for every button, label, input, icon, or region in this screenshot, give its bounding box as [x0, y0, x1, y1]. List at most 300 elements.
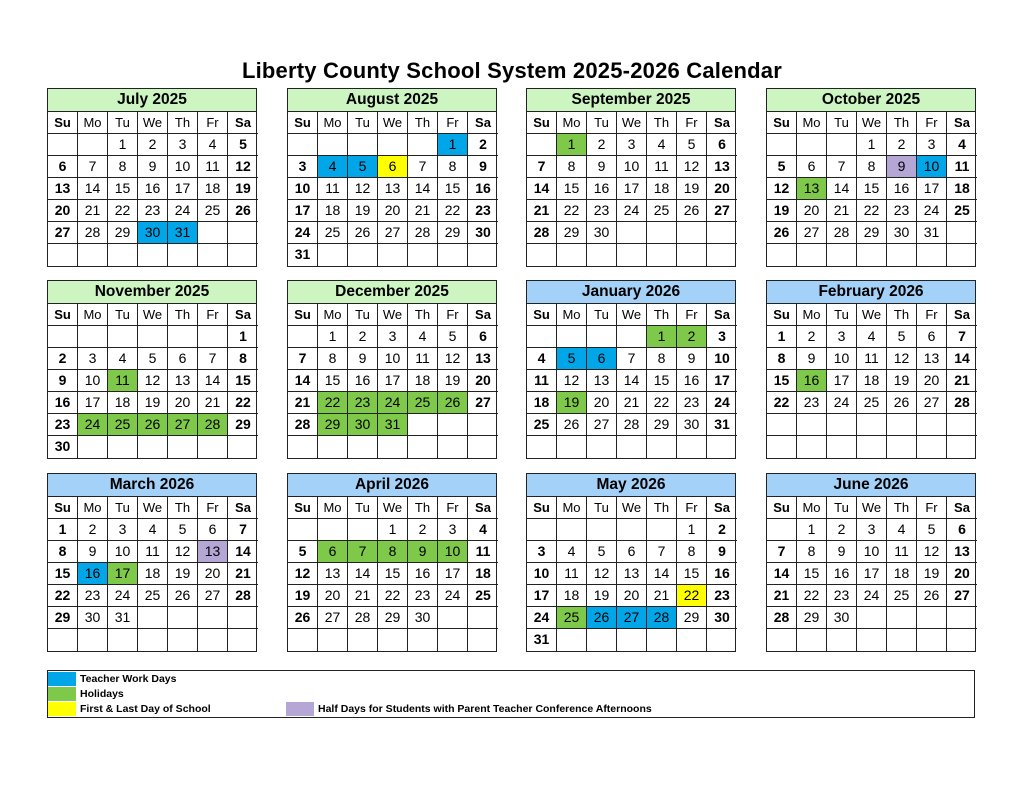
day-cell: 22 — [228, 392, 258, 414]
day-cell: 2 — [887, 134, 917, 156]
empty-cell — [797, 436, 827, 458]
day-cell: 2 — [468, 134, 498, 156]
day-cell: 25 — [408, 392, 438, 414]
empty-cell — [228, 629, 258, 651]
empty-cell — [797, 244, 827, 266]
weekday-header: We — [857, 304, 887, 326]
empty-cell — [78, 326, 108, 348]
day-cell: 7 — [408, 156, 438, 178]
day-cell: 1 — [48, 519, 78, 541]
day-cell: 9 — [707, 541, 737, 563]
day-cell: 12 — [288, 563, 318, 585]
day-cell: 26 — [438, 392, 468, 414]
day-cell: 5 — [228, 134, 258, 156]
empty-cell — [767, 134, 797, 156]
day-cell: 3 — [857, 519, 887, 541]
day-cell: 6 — [617, 541, 647, 563]
empty-cell — [617, 244, 647, 266]
day-cell: 11 — [198, 156, 228, 178]
day-cell: 23 — [48, 414, 78, 436]
weekday-header: Su — [288, 497, 318, 519]
day-cell: 28 — [288, 414, 318, 436]
empty-cell — [78, 629, 108, 651]
empty-cell — [198, 436, 228, 458]
day-cell: 23 — [408, 585, 438, 607]
day-cell: 12 — [917, 541, 947, 563]
day-cell: 10 — [78, 370, 108, 392]
day-cell: 10 — [827, 348, 857, 370]
empty-cell — [527, 244, 557, 266]
day-cell: 28 — [947, 392, 977, 414]
day-cell: 14 — [408, 178, 438, 200]
day-cell: 16 — [827, 563, 857, 585]
empty-cell — [78, 436, 108, 458]
weekday-header: Th — [647, 304, 677, 326]
weekday-header: We — [857, 497, 887, 519]
day-cell: 14 — [78, 178, 108, 200]
month-september-2025 — [526, 88, 736, 267]
empty-cell — [827, 134, 857, 156]
day-cell: 13 — [48, 178, 78, 200]
day-cell: 22 — [797, 585, 827, 607]
day-cell: 21 — [767, 585, 797, 607]
weekday-header: Th — [168, 304, 198, 326]
day-cell: 2 — [138, 134, 168, 156]
weekday-header: We — [378, 304, 408, 326]
day-cell: 27 — [468, 392, 498, 414]
day-cell: 30 — [138, 222, 168, 244]
day-cell: 6 — [707, 134, 737, 156]
day-cell: 9 — [587, 156, 617, 178]
weekday-header: Tu — [108, 304, 138, 326]
weekday-header: Su — [767, 112, 797, 134]
day-cell: 18 — [318, 200, 348, 222]
empty-cell — [917, 414, 947, 436]
day-cell: 24 — [108, 585, 138, 607]
day-cell: 3 — [168, 134, 198, 156]
day-cell: 11 — [468, 541, 498, 563]
day-cell: 31 — [378, 414, 408, 436]
empty-cell — [527, 436, 557, 458]
empty-cell — [438, 436, 468, 458]
day-cell: 1 — [108, 134, 138, 156]
day-cell: 25 — [527, 414, 557, 436]
empty-cell — [827, 629, 857, 651]
month-header: October 2025 — [767, 89, 975, 112]
day-cell: 3 — [707, 326, 737, 348]
day-cell: 30 — [78, 607, 108, 629]
day-cell: 11 — [857, 348, 887, 370]
day-cell: 27 — [947, 585, 977, 607]
day-cell: 11 — [557, 563, 587, 585]
empty-cell — [168, 436, 198, 458]
weekday-header: Th — [408, 304, 438, 326]
day-cell: 22 — [557, 200, 587, 222]
empty-cell — [707, 629, 737, 651]
day-cell: 17 — [108, 563, 138, 585]
day-cell: 19 — [917, 563, 947, 585]
empty-cell — [318, 134, 348, 156]
weekday-header: We — [617, 112, 647, 134]
day-cell: 16 — [797, 370, 827, 392]
weekday-header: Tu — [348, 497, 378, 519]
day-cell: 16 — [707, 563, 737, 585]
empty-cell — [707, 222, 737, 244]
empty-cell — [617, 629, 647, 651]
day-cell: 21 — [827, 200, 857, 222]
day-cell: 16 — [78, 563, 108, 585]
day-cell: 20 — [378, 200, 408, 222]
day-cell: 25 — [198, 200, 228, 222]
empty-cell — [887, 436, 917, 458]
day-cell: 21 — [198, 392, 228, 414]
weekday-header: Th — [887, 304, 917, 326]
empty-cell — [348, 436, 378, 458]
empty-cell — [108, 326, 138, 348]
day-cell: 21 — [78, 200, 108, 222]
day-cell: 23 — [827, 585, 857, 607]
day-cell: 30 — [827, 607, 857, 629]
legend-half-days — [286, 702, 652, 716]
day-cell: 17 — [78, 392, 108, 414]
day-cell: 1 — [647, 326, 677, 348]
empty-cell — [947, 244, 977, 266]
first-last-day-swatch — [48, 702, 76, 716]
weekday-header: Th — [168, 497, 198, 519]
empty-cell — [827, 436, 857, 458]
empty-cell — [408, 244, 438, 266]
weekday-header: We — [857, 112, 887, 134]
weekday-header: Sa — [228, 112, 258, 134]
day-cell: 28 — [767, 607, 797, 629]
legend-label: First & Last Day of School — [80, 703, 211, 715]
empty-cell — [947, 222, 977, 244]
empty-cell — [318, 519, 348, 541]
weekday-header: Th — [408, 112, 438, 134]
legend-holidays — [48, 687, 124, 701]
day-cell: 10 — [378, 348, 408, 370]
day-cell: 17 — [438, 563, 468, 585]
day-cell: 4 — [108, 348, 138, 370]
day-cell: 25 — [947, 200, 977, 222]
day-cell: 31 — [108, 607, 138, 629]
empty-cell — [647, 436, 677, 458]
day-cell: 27 — [707, 200, 737, 222]
day-cell: 29 — [647, 414, 677, 436]
month-header: March 2026 — [48, 474, 256, 497]
day-cell: 26 — [767, 222, 797, 244]
day-cell: 10 — [108, 541, 138, 563]
day-cell: 4 — [198, 134, 228, 156]
day-cell: 2 — [797, 326, 827, 348]
teacher-work-day-swatch — [48, 672, 76, 686]
day-cell: 27 — [318, 607, 348, 629]
day-cell: 9 — [138, 156, 168, 178]
day-cell: 1 — [797, 519, 827, 541]
day-cell: 11 — [647, 156, 677, 178]
day-cell: 23 — [677, 392, 707, 414]
day-cell: 14 — [348, 563, 378, 585]
day-cell: 17 — [527, 585, 557, 607]
weekday-header: Su — [767, 497, 797, 519]
day-cell: 28 — [408, 222, 438, 244]
day-cell: 3 — [288, 156, 318, 178]
day-cell: 29 — [318, 414, 348, 436]
day-cell: 9 — [48, 370, 78, 392]
day-cell: 20 — [48, 200, 78, 222]
day-grid — [288, 112, 496, 266]
day-cell: 14 — [198, 370, 228, 392]
day-cell: 15 — [557, 178, 587, 200]
weekday-header: Sa — [468, 497, 498, 519]
empty-cell — [168, 607, 198, 629]
day-cell: 24 — [707, 392, 737, 414]
day-cell: 16 — [348, 370, 378, 392]
weekday-header: Mo — [557, 497, 587, 519]
month-header: August 2025 — [288, 89, 496, 112]
day-cell: 6 — [318, 541, 348, 563]
weekday-header: Mo — [557, 112, 587, 134]
weekday-header: Tu — [587, 304, 617, 326]
day-cell: 4 — [857, 326, 887, 348]
weekday-header: Mo — [318, 112, 348, 134]
weekday-header: Su — [767, 304, 797, 326]
empty-cell — [438, 607, 468, 629]
day-cell: 1 — [557, 134, 587, 156]
empty-cell — [198, 244, 228, 266]
empty-cell — [408, 629, 438, 651]
day-cell: 29 — [48, 607, 78, 629]
day-cell: 15 — [677, 563, 707, 585]
day-cell: 15 — [318, 370, 348, 392]
empty-cell — [378, 244, 408, 266]
day-cell: 5 — [168, 519, 198, 541]
day-cell: 13 — [587, 370, 617, 392]
weekday-header: Sa — [947, 112, 977, 134]
empty-cell — [228, 222, 258, 244]
day-cell: 1 — [378, 519, 408, 541]
day-cell: 3 — [108, 519, 138, 541]
page-title: Liberty County School System 2025-2026 Calendar — [241, 58, 783, 83]
month-header: April 2026 — [288, 474, 496, 497]
empty-cell — [348, 519, 378, 541]
empty-cell — [917, 629, 947, 651]
empty-cell — [438, 629, 468, 651]
day-cell: 4 — [408, 326, 438, 348]
day-cell: 3 — [827, 326, 857, 348]
day-cell: 26 — [587, 607, 617, 629]
empty-cell — [947, 414, 977, 436]
weekday-header: We — [138, 304, 168, 326]
day-cell: 22 — [767, 392, 797, 414]
day-cell: 11 — [408, 348, 438, 370]
empty-cell — [468, 436, 498, 458]
month-header: January 2026 — [527, 281, 735, 304]
weekday-header: Sa — [228, 304, 258, 326]
day-cell: 15 — [438, 178, 468, 200]
empty-cell — [587, 326, 617, 348]
day-cell: 31 — [707, 414, 737, 436]
weekday-header: Fr — [677, 497, 707, 519]
empty-cell — [228, 436, 258, 458]
day-cell: 27 — [797, 222, 827, 244]
day-cell: 11 — [138, 541, 168, 563]
weekday-header: Sa — [947, 304, 977, 326]
day-cell: 9 — [827, 541, 857, 563]
weekday-header: We — [138, 497, 168, 519]
day-cell: 19 — [887, 370, 917, 392]
month-january-2026 — [526, 280, 736, 459]
day-cell: 2 — [408, 519, 438, 541]
day-cell: 1 — [318, 326, 348, 348]
day-cell: 21 — [617, 392, 647, 414]
day-cell: 18 — [887, 563, 917, 585]
weekday-header: Tu — [827, 112, 857, 134]
day-cell: 15 — [767, 370, 797, 392]
day-cell: 3 — [78, 348, 108, 370]
empty-cell — [348, 244, 378, 266]
empty-cell — [138, 436, 168, 458]
weekday-header: We — [138, 112, 168, 134]
day-cell: 17 — [288, 200, 318, 222]
day-cell: 10 — [288, 178, 318, 200]
day-cell: 31 — [288, 244, 318, 266]
weekday-header: We — [378, 112, 408, 134]
day-cell: 10 — [168, 156, 198, 178]
empty-cell — [198, 326, 228, 348]
day-cell: 1 — [767, 326, 797, 348]
day-cell: 4 — [468, 519, 498, 541]
day-cell: 9 — [797, 348, 827, 370]
day-cell: 23 — [348, 392, 378, 414]
day-cell: 12 — [348, 178, 378, 200]
day-cell: 29 — [857, 222, 887, 244]
empty-cell — [408, 414, 438, 436]
day-cell: 20 — [917, 370, 947, 392]
day-cell: 8 — [48, 541, 78, 563]
day-grid — [767, 112, 975, 266]
day-cell: 24 — [527, 607, 557, 629]
day-cell: 17 — [827, 370, 857, 392]
day-cell: 24 — [78, 414, 108, 436]
day-cell: 13 — [947, 541, 977, 563]
day-cell: 20 — [468, 370, 498, 392]
day-cell: 10 — [617, 156, 647, 178]
day-cell: 6 — [468, 326, 498, 348]
empty-cell — [947, 629, 977, 651]
day-cell: 16 — [887, 178, 917, 200]
day-cell: 19 — [438, 370, 468, 392]
day-cell: 26 — [288, 607, 318, 629]
empty-cell — [318, 629, 348, 651]
day-cell: 2 — [677, 326, 707, 348]
empty-cell — [288, 436, 318, 458]
day-grid — [48, 497, 256, 651]
day-cell: 3 — [378, 326, 408, 348]
day-cell: 27 — [617, 607, 647, 629]
weekday-header: Sa — [228, 497, 258, 519]
day-cell: 28 — [647, 607, 677, 629]
day-cell: 18 — [647, 178, 677, 200]
day-cell: 26 — [887, 392, 917, 414]
day-cell: 20 — [947, 563, 977, 585]
day-cell: 26 — [677, 200, 707, 222]
weekday-header: Su — [48, 112, 78, 134]
weekday-header: Tu — [827, 497, 857, 519]
weekday-header: Fr — [198, 497, 228, 519]
weekday-header: Fr — [677, 112, 707, 134]
empty-cell — [767, 244, 797, 266]
weekday-header: Su — [288, 304, 318, 326]
day-cell: 4 — [527, 348, 557, 370]
day-cell: 12 — [887, 348, 917, 370]
empty-cell — [198, 607, 228, 629]
empty-cell — [857, 436, 887, 458]
day-cell: 10 — [707, 348, 737, 370]
day-cell: 7 — [947, 326, 977, 348]
empty-cell — [947, 436, 977, 458]
empty-cell — [318, 244, 348, 266]
day-grid — [767, 497, 975, 651]
empty-cell — [78, 134, 108, 156]
weekday-header: We — [378, 497, 408, 519]
day-cell: 5 — [917, 519, 947, 541]
day-cell: 5 — [767, 156, 797, 178]
empty-cell — [887, 629, 917, 651]
month-header: September 2025 — [527, 89, 735, 112]
weekday-header: We — [617, 304, 647, 326]
weekday-header: We — [617, 497, 647, 519]
day-cell: 17 — [378, 370, 408, 392]
day-cell: 20 — [198, 563, 228, 585]
day-grid — [527, 112, 735, 266]
empty-cell — [557, 519, 587, 541]
day-cell: 13 — [707, 156, 737, 178]
day-cell: 8 — [767, 348, 797, 370]
day-cell: 18 — [557, 585, 587, 607]
day-cell: 23 — [797, 392, 827, 414]
day-cell: 13 — [468, 348, 498, 370]
month-header: May 2026 — [527, 474, 735, 497]
day-cell: 24 — [288, 222, 318, 244]
day-cell: 28 — [527, 222, 557, 244]
day-cell: 25 — [557, 607, 587, 629]
empty-cell — [827, 244, 857, 266]
empty-cell — [917, 244, 947, 266]
day-cell: 13 — [168, 370, 198, 392]
day-cell: 1 — [677, 519, 707, 541]
weekday-header: Tu — [348, 304, 378, 326]
day-cell: 28 — [78, 222, 108, 244]
empty-cell — [617, 436, 647, 458]
empty-cell — [617, 326, 647, 348]
empty-cell — [48, 134, 78, 156]
day-cell: 27 — [198, 585, 228, 607]
day-cell: 11 — [887, 541, 917, 563]
weekday-header: Mo — [797, 112, 827, 134]
day-cell: 22 — [857, 200, 887, 222]
empty-cell — [587, 244, 617, 266]
empty-cell — [527, 326, 557, 348]
empty-cell — [378, 629, 408, 651]
empty-cell — [797, 629, 827, 651]
day-cell: 3 — [438, 519, 468, 541]
weekday-header: Tu — [587, 112, 617, 134]
empty-cell — [198, 222, 228, 244]
day-cell: 16 — [408, 563, 438, 585]
empty-cell — [468, 607, 498, 629]
day-cell: 5 — [587, 541, 617, 563]
